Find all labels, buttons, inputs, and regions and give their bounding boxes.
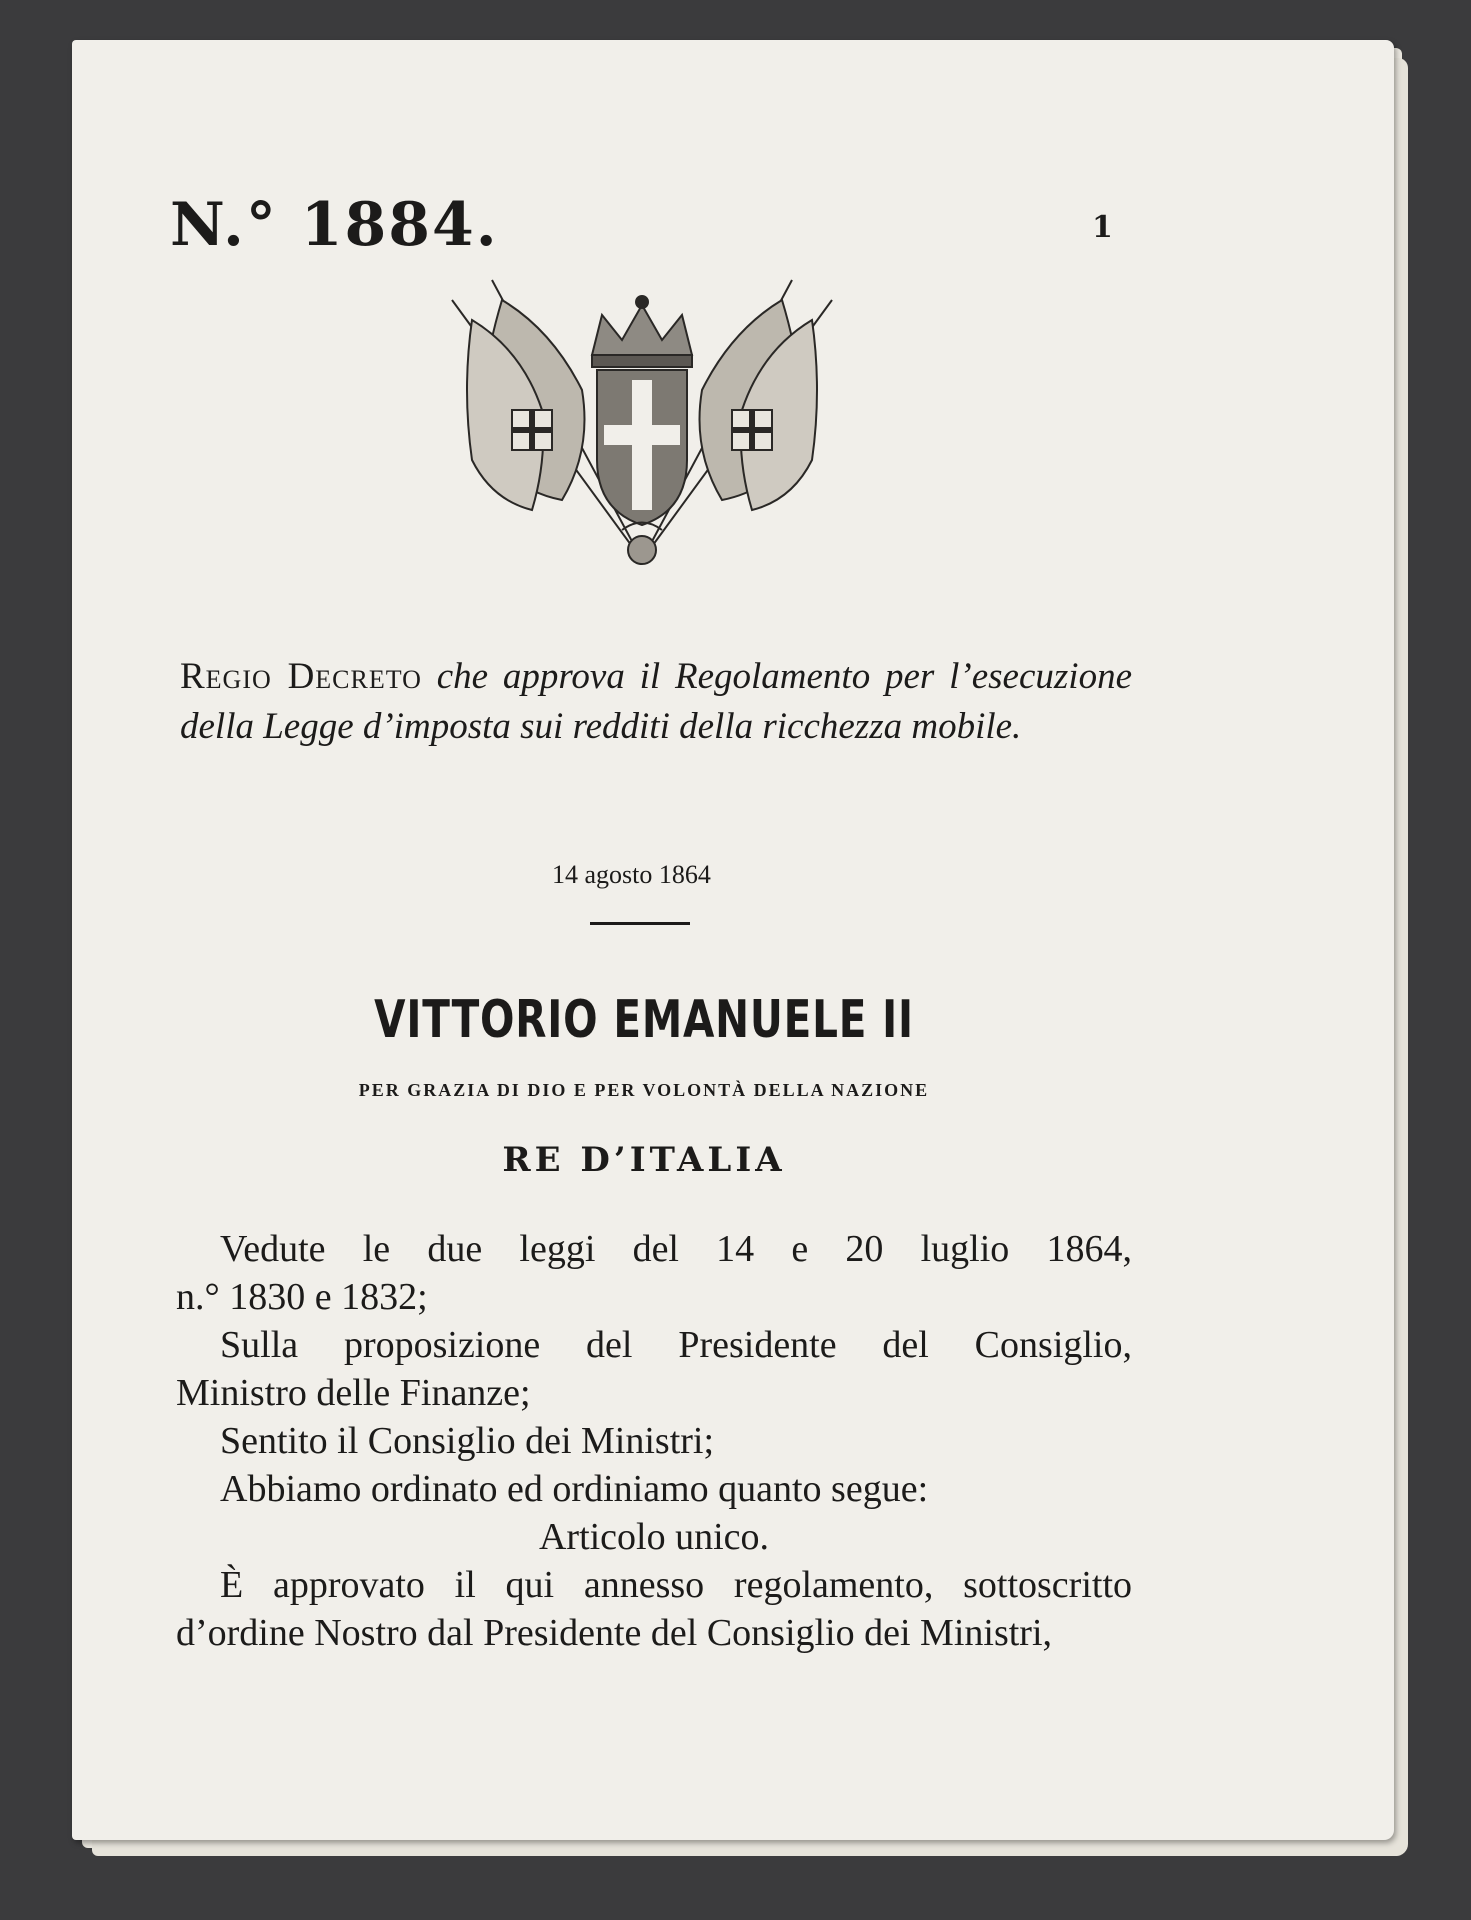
page-number: 1 xyxy=(1092,210,1113,245)
body-line: Ministro delle Finanze; xyxy=(176,1372,531,1414)
decree-title xyxy=(180,652,1132,752)
decree-body xyxy=(176,1225,1132,1657)
body-line: Sulla proposizione del Presidente del Consiglio, xyxy=(220,1324,1132,1366)
article-heading: Articolo unico. xyxy=(538,1516,770,1558)
body-line: Sentito il Consiglio dei Ministri; xyxy=(220,1420,715,1462)
coat-of-arms-icon xyxy=(432,260,852,590)
divider xyxy=(590,922,690,925)
decree-title-text: che approva il Regolamento per l’esecuzione della Legge d’imposta sui redditi della ricchezza mobile. xyxy=(180,656,1132,747)
body-line: n.° 1830 e 1832; xyxy=(176,1276,428,1318)
decree-date: 14 agosto 1864 xyxy=(552,860,711,889)
body-line: È approvato il qui annesso regolamento, sottoscritto xyxy=(220,1564,1132,1606)
body-line: Abbiamo ordinato ed ordiniamo quanto segue: xyxy=(220,1468,929,1510)
body-line: d’ordine Nostro dal Presidente del Consiglio dei Ministri, xyxy=(176,1612,1053,1654)
royal-title: RE D’ITALIA xyxy=(502,1140,786,1180)
king-name: VITTORIO EMANUELE II xyxy=(374,990,914,1050)
decree-title-heading: Regio Decreto xyxy=(180,656,422,697)
document-page xyxy=(72,40,1394,1840)
decree-number: N.° 1884. xyxy=(170,190,499,260)
body-line: Vedute le due leggi del 14 e 20 luglio 1864, xyxy=(220,1228,1132,1270)
royal-formula: PER GRAZIA DI DIO E PER VOLONTÀ DELLA NAZIONE xyxy=(358,1080,930,1100)
